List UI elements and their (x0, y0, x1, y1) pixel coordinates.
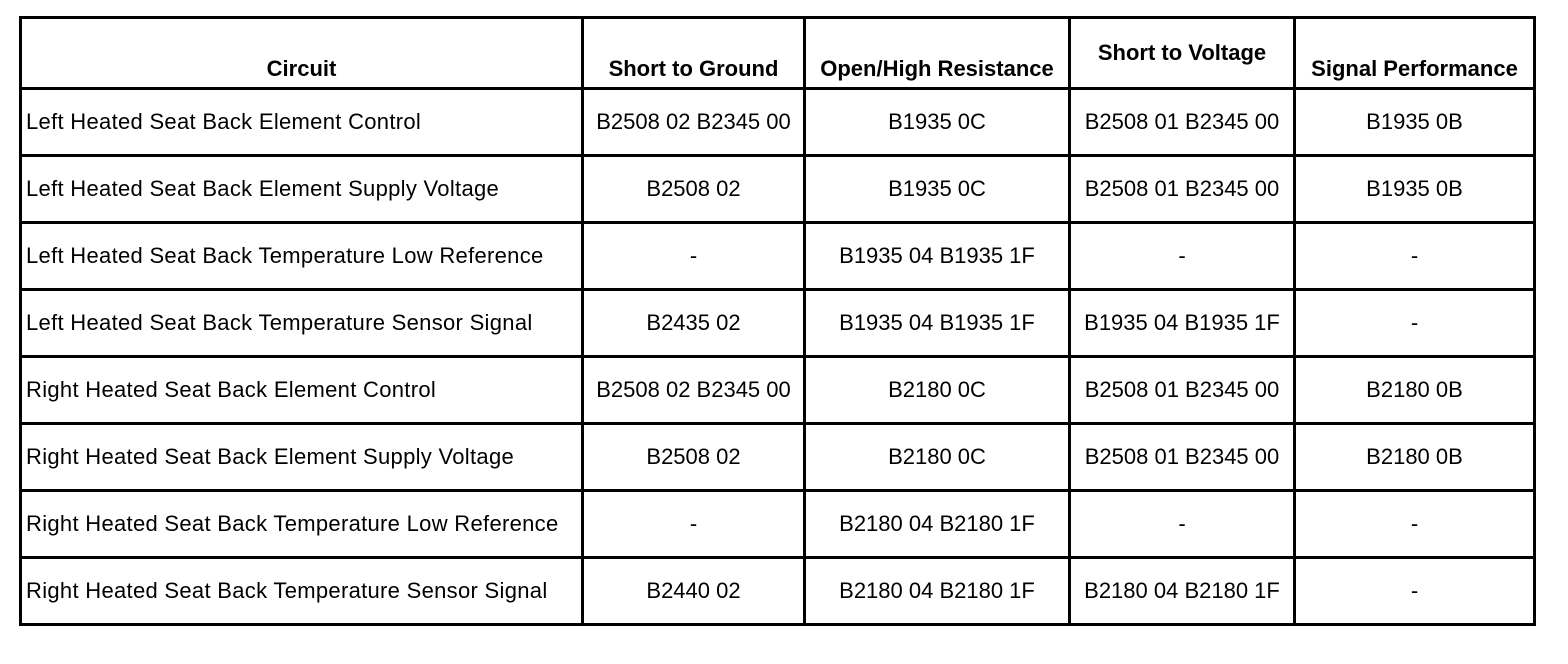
table-row (21, 357, 1535, 424)
open-high-resistance-cell: B1935 0C (805, 156, 1070, 223)
header-open-high-resistance: Open/High Resistance (805, 18, 1070, 89)
open-high-resistance-cell: B1935 04 B1935 1F (805, 290, 1070, 357)
short-to-ground-cell: B2508 02 B2345 00 (583, 357, 805, 424)
header-signal-performance: Signal Performance (1295, 18, 1535, 89)
header-short-to-ground: Short to Ground (583, 18, 805, 89)
signal-performance-cell: B1935 0B (1295, 89, 1535, 156)
header-short-to-voltage: Short to Voltage (1070, 18, 1295, 89)
table-body (21, 89, 1535, 625)
open-high-resistance-cell: B2180 04 B2180 1F (805, 558, 1070, 625)
short-to-ground-cell: B2508 02 (583, 424, 805, 491)
table-row (21, 558, 1535, 625)
table-row (21, 491, 1535, 558)
signal-performance-cell: - (1295, 290, 1535, 357)
open-high-resistance-cell: B2180 04 B2180 1F (805, 491, 1070, 558)
circuit-cell: Left Heated Seat Back Element Control (21, 89, 583, 156)
short-to-voltage-cell: B1935 04 B1935 1F (1070, 290, 1295, 357)
signal-performance-cell: B2180 0B (1295, 424, 1535, 491)
open-high-resistance-cell: B2180 0C (805, 424, 1070, 491)
circuit-cell: Right Heated Seat Back Temperature Low Reference (21, 491, 583, 558)
short-to-ground-cell: B2508 02 B2345 00 (583, 89, 805, 156)
signal-performance-cell: - (1295, 491, 1535, 558)
table-row (21, 223, 1535, 290)
signal-performance-cell: B2180 0B (1295, 357, 1535, 424)
circuit-cell: Right Heated Seat Back Element Control (21, 357, 583, 424)
table-row (21, 156, 1535, 223)
circuit-cell: Left Heated Seat Back Temperature Sensor Signal (21, 290, 583, 357)
open-high-resistance-cell: B1935 0C (805, 89, 1070, 156)
short-to-voltage-cell: B2508 01 B2345 00 (1070, 89, 1295, 156)
header-row (21, 18, 1535, 89)
circuit-cell: Left Heated Seat Back Element Supply Voltage (21, 156, 583, 223)
table-header (21, 18, 1535, 89)
circuit-cell: Right Heated Seat Back Temperature Sensor Signal (21, 558, 583, 625)
dtc-table (19, 16, 1536, 626)
signal-performance-cell: - (1295, 558, 1535, 625)
table-row (21, 424, 1535, 491)
open-high-resistance-cell: B1935 04 B1935 1F (805, 223, 1070, 290)
short-to-voltage-cell: B2180 04 B2180 1F (1070, 558, 1295, 625)
table-row (21, 89, 1535, 156)
circuit-cell: Right Heated Seat Back Element Supply Voltage (21, 424, 583, 491)
circuit-cell: Left Heated Seat Back Temperature Low Reference (21, 223, 583, 290)
short-to-ground-cell: B2440 02 (583, 558, 805, 625)
signal-performance-cell: B1935 0B (1295, 156, 1535, 223)
short-to-ground-cell: B2435 02 (583, 290, 805, 357)
short-to-voltage-cell: B2508 01 B2345 00 (1070, 424, 1295, 491)
short-to-voltage-cell: - (1070, 223, 1295, 290)
short-to-ground-cell: B2508 02 (583, 156, 805, 223)
short-to-voltage-cell: B2508 01 B2345 00 (1070, 357, 1295, 424)
signal-performance-cell: - (1295, 223, 1535, 290)
short-to-ground-cell: - (583, 223, 805, 290)
short-to-ground-cell: - (583, 491, 805, 558)
short-to-voltage-cell: B2508 01 B2345 00 (1070, 156, 1295, 223)
short-to-voltage-cell: - (1070, 491, 1295, 558)
header-circuit: Circuit (21, 18, 583, 89)
table-row (21, 290, 1535, 357)
open-high-resistance-cell: B2180 0C (805, 357, 1070, 424)
